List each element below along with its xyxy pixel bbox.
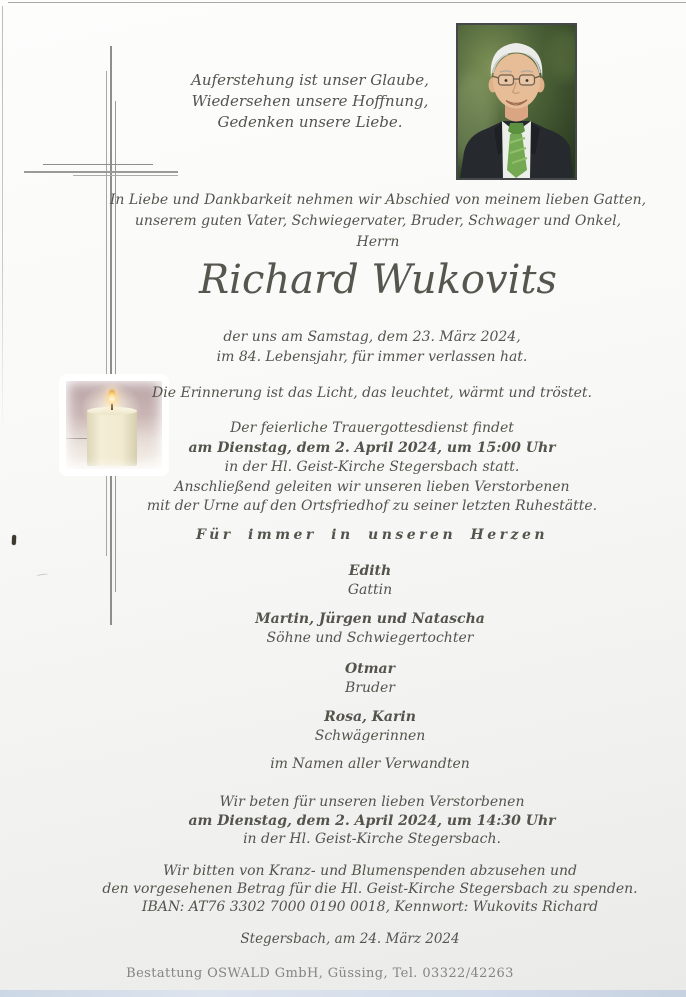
intro-line: Herrn: [356, 234, 400, 250]
donation-line: den vorgesehenen Betrag für die Hl. Geist-Kirche Stegersbach zu spenden.: [102, 881, 638, 897]
opening-verse: [150, 70, 470, 133]
cross-horizontal-line: [43, 164, 153, 165]
service-line: in der Hl. Geist-Kirche Stegersbach statt.: [224, 459, 520, 475]
death-line: der uns am Samstag, dem 23. März 2024,: [223, 329, 521, 345]
mourner-relation: Schwägerinnen: [314, 727, 426, 744]
verse-line: Gedenken unsere Liebe.: [217, 113, 403, 131]
donation-line: Wir bitten von Kranz- und Blumenspenden abzusehen und: [163, 863, 577, 879]
scan-edge-bottom: [0, 990, 686, 997]
mourner-names: Martin, Jürgen und Natascha: [255, 611, 485, 627]
service-datetime-line: am Dienstag, dem 2. April 2024, um 15:00 Uhr: [188, 439, 556, 456]
service-line: Anschließend geleiten wir unseren lieben Verstorbenen: [174, 478, 570, 495]
intro-line: In Liebe und Dankbarkeit nehmen wir Abschied von meinem lieben Gatten,: [109, 192, 647, 208]
place-date-line: Stegersbach, am 24. März 2024: [240, 931, 460, 947]
cross-horizontal-line: [24, 171, 178, 173]
forever-in-hearts-line: Für immer in unseren Herzen: [195, 527, 549, 543]
verse-line: Wiedersehen unsere Hoffnung,: [191, 92, 429, 110]
mourner-relation: Bruder: [345, 679, 395, 696]
deceased-name: Richard Wukovits: [199, 257, 557, 303]
scan-edge-top: [8, 2, 686, 3]
service-line: Der feierliche Trauergottesdienst findet: [230, 420, 514, 436]
death-date-paragraph: [88, 328, 656, 367]
donation-paragraph: [70, 862, 670, 916]
portrait-illustration: [458, 25, 575, 178]
death-line: im 84. Lebensjahr, für immer verlassen hat.: [216, 348, 528, 365]
verse-line: Auferstehung ist unser Glaube,: [191, 71, 429, 89]
prayer-paragraph: [88, 793, 656, 849]
mourner-names: Edith: [348, 563, 392, 579]
ink-blot-mark: [12, 535, 17, 545]
prayer-datetime-line: am Dienstag, dem 2. April 2024, um 14:30 Uhr: [188, 812, 556, 829]
mourner-entry: [90, 708, 650, 745]
scan-scratch-mark: [36, 573, 48, 578]
cross-horizontal-line: [73, 175, 178, 176]
introduction-paragraph: [88, 190, 668, 253]
service-line: mit der Urne auf den Ortsfriedhof zu seiner letzten Ruhestätte.: [146, 498, 598, 514]
prayer-line: in der Hl. Geist-Kirche Stegersbach.: [243, 831, 501, 847]
donation-iban-line: IBAN: AT76 3302 7000 0190 0018, Kennwort: Wukovits Richard: [141, 899, 599, 915]
intro-line: unserem guten Vater, Schwiegervater, Bruder, Schwager und Onkel,: [134, 213, 622, 229]
funeral-service-paragraph: [88, 419, 656, 517]
deceased-portrait-photo: [456, 23, 577, 180]
mourner-entry: [90, 660, 650, 697]
memory-quote: Die Erinnerung ist das Licht, das leuchtet, wärmt und tröstet.: [152, 385, 592, 401]
scan-edge-left: [2, 6, 3, 436]
mourner-names: Otmar: [345, 661, 395, 677]
mourner-entry: [90, 562, 650, 599]
funeral-home-line: Bestattung OSWALD GmbH, Güssing, Tel. 03322/42263: [126, 966, 514, 981]
mourner-names: Rosa, Karin: [324, 709, 416, 725]
in-name-of-relatives-line: im Namen aller Verwandten: [270, 756, 470, 772]
mourner-relation: Gattin: [347, 581, 393, 598]
mourner-relation: Söhne und Schwiegertochter: [266, 629, 474, 646]
prayer-line: Wir beten für unseren lieben Verstorbenen: [219, 794, 525, 810]
mourner-entry: [90, 610, 650, 647]
